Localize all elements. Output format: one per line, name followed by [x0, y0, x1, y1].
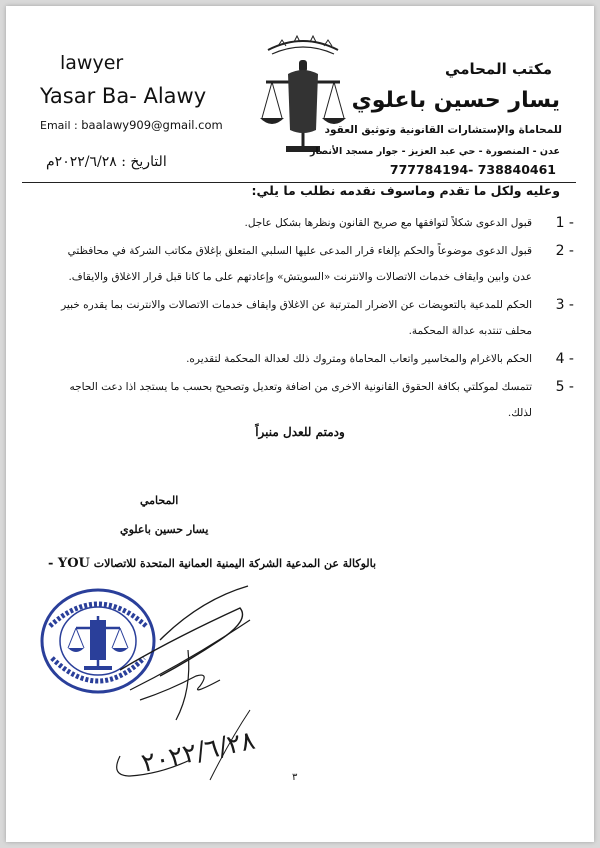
list-item [54, 374, 574, 426]
lawyer-name-en: Yasar Ba- Alawy [40, 84, 207, 108]
scales-of-justice-emblem [258, 30, 348, 158]
handwritten-signature [100, 580, 270, 790]
item-text: الحكم بالاغرام والمخاسير واتعاب المحاماة ومتروك ذلك لعدالة المحكمة لتقديره. [186, 353, 532, 365]
date-value: ٢٠٢٢/٦/٢٨م [46, 154, 117, 170]
item-text: تتمسك لموكلتي بكافة الحقوق القانونية الاخرى من اضافة وتعديل وتصحيح بحسب ما يستجد اذا دعت الحاجه لذلك. [69, 381, 532, 419]
email-address: baalawy909@gmail.com [81, 118, 223, 132]
services-line-ar: للمحاماة والإستشارات القانونية وتوثيق العقود [324, 124, 562, 136]
item-number: 5 - [555, 379, 574, 395]
agency-brand: YOU - [48, 556, 90, 571]
signature-title: المحامي [140, 494, 179, 507]
requests-list [54, 210, 574, 426]
office-label-ar: مكتب المحامي [445, 60, 552, 78]
requests-intro: وعليه ولكل ما تقدم وماسوف نقدمه نطلب ما يلي: [251, 183, 560, 198]
email-label: Email : [40, 119, 78, 132]
date-label: التاريخ : [121, 154, 167, 170]
list-item [54, 292, 574, 344]
signature-name: يسار حسين باعلوي [120, 523, 209, 536]
list-item [54, 346, 574, 372]
lawyer-label-en: lawyer [60, 52, 124, 74]
item-number: 2 - [555, 243, 574, 259]
agency-text: بالوكالة عن المدعية الشركة اليمنية العمانية المتحدة للاتصالات [93, 557, 377, 570]
email-line [40, 118, 223, 132]
address-line-ar: عدن - المنصورة - حي عبد العزيز - جوار مسجد الأنصار [309, 146, 560, 157]
svg-text:٢٠٢٢/٦/٢٨: ٢٠٢٢/٦/٢٨ [138, 725, 258, 779]
lawyer-name-ar: يسار حسين باعلوي [351, 88, 560, 113]
date-line [46, 154, 167, 170]
item-number: 4 - [555, 351, 574, 367]
item-number: 3 - [555, 297, 574, 313]
page-number: ٣ [292, 772, 298, 783]
item-text: قبول الدعوى موضوعاً والحكم بإلغاء قرار المدعى عليها السلبي المتعلق بإغلاق مكاتب الشركة في محافظتي عدن وابين وايقاف خدمات الاتصالات والانترنت «السويتش» وإعادتهم على ما كانا قبل قرار الاغلاق والايقاف. [67, 245, 532, 283]
item-text: قبول الدعوى شكلاً لتوافقها مع صريح القانون ونظرها بشكل عاجل. [244, 217, 532, 229]
item-text: الحكم للمدعية بالتعويضات عن الاضرار المترتبة عن الاغلاق وايقاف خدمات الاتصالات والانترنت بما يقدره خبير محلف تنتدبه عدالة المحكمة. [61, 299, 532, 337]
phone-numbers: 777784194- 738840461 [389, 162, 556, 177]
list-item [54, 238, 574, 290]
item-number: 1 - [555, 215, 574, 231]
list-item [54, 210, 574, 236]
closing-line: ودمتم للعدل منبراً [255, 425, 345, 439]
agency-line [48, 556, 548, 571]
